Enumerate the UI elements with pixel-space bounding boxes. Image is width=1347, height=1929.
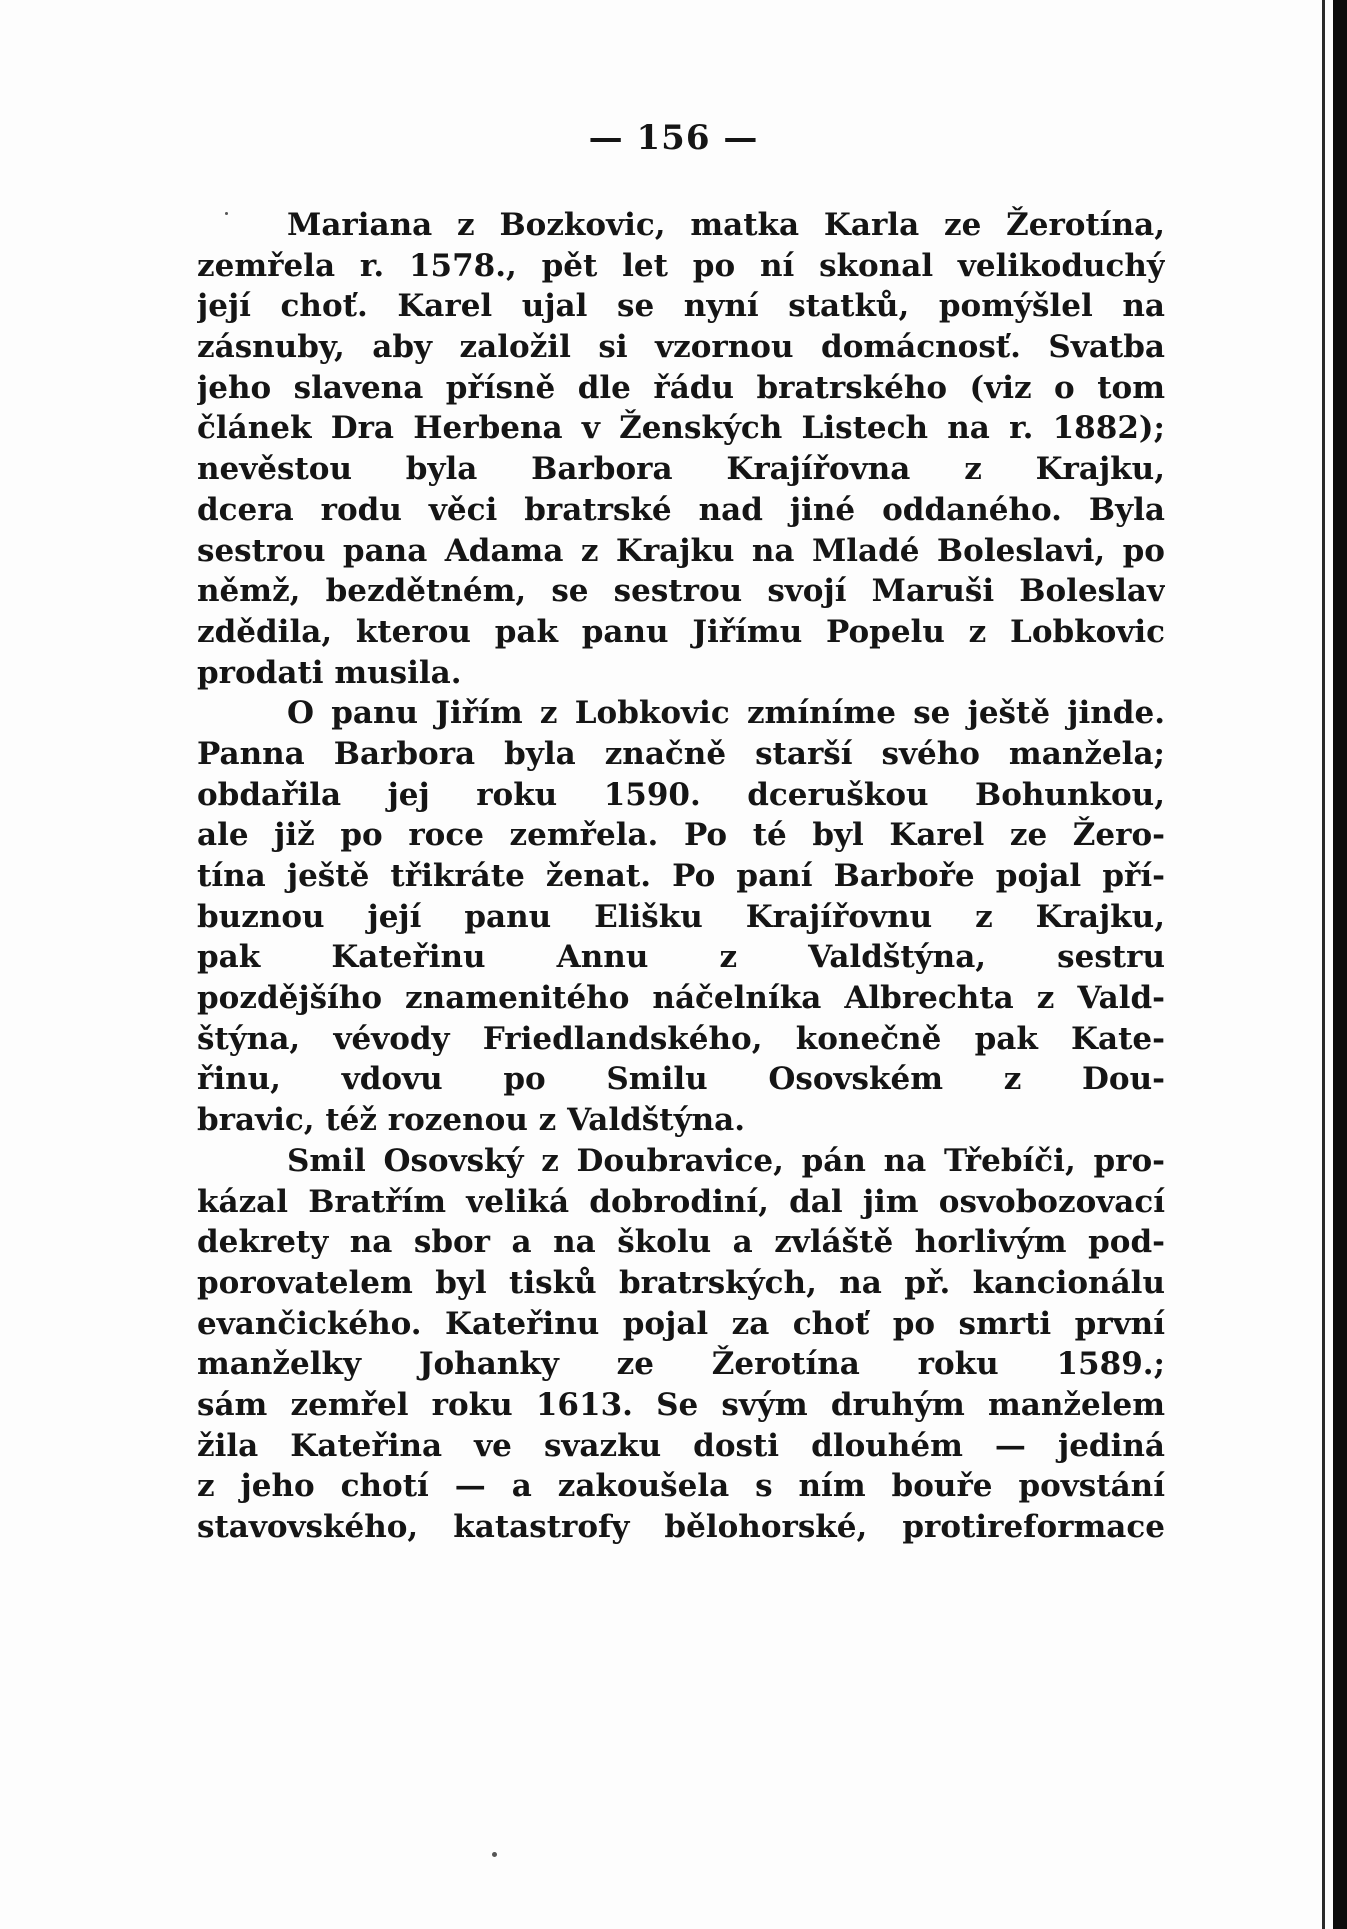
text-line: obdařila jej roku 1590. dceruškou Bohunkou, <box>197 776 1165 813</box>
body-text <box>197 205 1165 1548</box>
text-line: jeho slavena přísně dle řádu bratrského (viz o tom <box>197 369 1165 406</box>
text-line: Panna Barbora byla značně starší svého manžela; <box>197 735 1165 772</box>
text-line: žila Kateřina ve svazku dosti dlouhém — jediná <box>197 1427 1165 1464</box>
text-line: bravic, též rozenou z Valdštýna. <box>197 1102 746 1139</box>
text-line: Smil Osovský z Doubravice, pán na Třebíči, pro- <box>287 1142 1165 1179</box>
text-line: manželky Johanky ze Žerotína roku 1589.; <box>197 1346 1165 1383</box>
text-line: ale již po roce zemřela. Po té byl Karel ze Žero- <box>197 817 1165 854</box>
text-line: sám zemřel roku 1613. Se svým druhým manželem <box>197 1386 1165 1423</box>
text-line: nevěstou byla Barbora Krajířovna z Krajku, <box>197 451 1165 488</box>
text-line: zemřela r. 1578., pět let po ní skonal velikoduchý <box>197 247 1165 284</box>
text-line: kázal Bratřím veliká dobrodiní, dal jim osvobozovací <box>197 1183 1165 1220</box>
scan-speck <box>492 1852 497 1857</box>
text-line: pak Kateřinu Annu z Valdštýna, sestru <box>197 939 1165 976</box>
scan-edge-shadow <box>1333 0 1347 1929</box>
text-line: sestrou pana Adama z Krajku na Mladé Boleslavi, po <box>197 532 1165 569</box>
text-line: O panu Jiřím z Lobkovic zmíníme se ještě jinde. <box>287 695 1165 732</box>
text-line: dekrety na sbor a na školu a zvláště horlivým pod- <box>197 1224 1165 1261</box>
text-line: řinu, vdovu po Smilu Osovském z Dou- <box>197 1061 1165 1098</box>
text-line: její choť. Karel ujal se nyní statků, pomýšlel na <box>197 288 1165 325</box>
text-line: z jeho chotí — a zakoušela s ním bouře povstání <box>197 1468 1165 1505</box>
text-line: pozdějšího znamenitého náčelníka Albrechta z Vald- <box>197 980 1165 1017</box>
text-line: stavovského, katastrofy bělohorské, protireformace <box>197 1509 1165 1545</box>
text-line: zásnuby, aby založil si vzornou domácnosť. Svatba <box>197 329 1165 366</box>
scan-speck <box>225 212 228 215</box>
text-line: němž, bezdětném, se sestrou svojí Maruši Boleslav <box>197 573 1165 610</box>
text-line: zdědila, kterou pak panu Jiřímu Popelu z Lobkovic <box>197 613 1165 650</box>
text-line: tína ještě třikráte ženat. Po paní Barboře pojal pří- <box>197 858 1165 894</box>
text-line: evančického. Kateřinu pojal za choť po smrti první <box>197 1305 1165 1342</box>
text-line: článek Dra Herbena v Ženských Listech na r. 1882); <box>197 410 1165 447</box>
text-line: buznou její panu Elišku Krajířovnu z Krajku, <box>197 898 1165 935</box>
text-line: Mariana z Bozkovic, matka Karla ze Žerotína, <box>287 207 1165 243</box>
page-edge-line <box>1322 0 1325 1929</box>
text-line: prodati musila. <box>197 654 462 691</box>
text-line: dcera rodu věci bratrské nad jiné oddaného. Byla <box>197 491 1165 528</box>
page-number: — 156 — <box>588 118 759 158</box>
text-line: štýna, vévody Friedlandského, konečně pak Kate- <box>197 1020 1165 1057</box>
text-line: porovatelem byl tisků bratrských, na př. kancionálu <box>197 1264 1165 1301</box>
